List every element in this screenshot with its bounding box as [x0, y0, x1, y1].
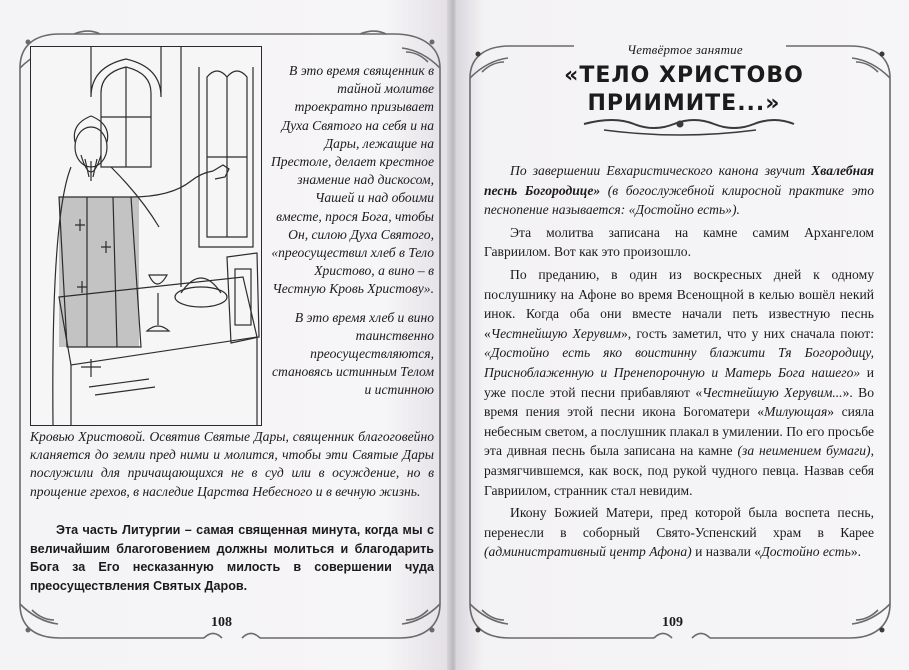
page-number-right: 109: [662, 615, 683, 630]
left-bold-paragraph: Эта часть Литургии – самая священная минута, когда мы с величайшим благоговением должны молиться и благодарить Бога за Его несказанную милость в совершении чуда преосуществления Святых Даров.: [30, 523, 434, 593]
intro-paragraph-2: В это время хлеб и вино таинственно преосуществляются, становясь истинным Телом и истинною: [271, 309, 434, 398]
p3-d: «Достойно есть яко воистинну блажити Тя Богородицу, Присноблаженную и Пренепорочную и Матерь Бога нашего»: [484, 345, 874, 380]
p3-a: По преданию, в один из воскресных дней к одному послушнику на Афоне во время Всенощной в келью вошёл некий инок. Когда оба они вместе начали петь известную песнь «: [484, 266, 874, 341]
p1-text-bold: Хвалебная песнь Богородице»: [484, 163, 874, 198]
p4-e: ».: [850, 544, 862, 560]
paragraph-2: Эта молитва записана на камне самим Архангелом Гавриилом. Вот как это произошло.: [484, 224, 874, 260]
p4-b: (административный центр Афона): [484, 544, 692, 560]
right-body-text: [484, 161, 874, 565]
left-continuation-text: Кровью Христовой. Освятив Святые Дары, священник благоговейно кланяется до земли пред ними и молится, чтобы эти Святые Дары послужили для причащающихся не в суд или в осуждение, но в прощение грехов, в наследие Царства Небесного и в вечную жизнь.: [30, 429, 434, 499]
lesson-label: Четвёртое занятие: [627, 42, 743, 57]
title-line-1: «ТЕЛО ХРИСТОВО: [564, 63, 804, 88]
p3-g: ». Во время пения этой песни икона Богоматери «: [484, 384, 874, 420]
priest-engraving: [30, 46, 262, 426]
p4-d: Достойно есть: [761, 544, 851, 560]
paragraph-4: [484, 503, 874, 562]
page-number-left: 108: [211, 615, 232, 630]
p3-b: Честнейшую Херувим: [490, 325, 621, 341]
p3-i: » сияла небесным светом, а послушник плакал в умилении. По его просьбе эта дивная песнь была записана на камне: [484, 404, 874, 459]
left-intro-text: [266, 62, 434, 400]
p3-h: Милующая: [764, 404, 828, 420]
paragraph-1: [484, 161, 874, 220]
p3-k: , размягчившемся, как воск, под рукой чудного певца. Назвав себя Гавриилом, странник стал невидим.: [484, 443, 874, 498]
paragraph-3: [484, 265, 874, 500]
p4-a: Икону Божией Матери, пред которой была воспета песнь, перенесли в соборный Свято-Успенский храм в Карее: [484, 505, 874, 540]
intro-paragraph-1: В это время священник в тайной молитве троекратно призывает Духа Святого на себя и на Дары, лежащие на Престоле, делает крестное знамение над дискосом, Чашей и над обоими вместе, прося Бога, чтобы Он, силою Духа Святого, «преосуществил хлеб в Тело Христово, а вино – в Честную Кровь Христову».: [270, 63, 434, 297]
p3-c: », гость заметил, что у них сначала поют:: [620, 325, 874, 341]
p3-f: Честнейшую Херувим...: [702, 384, 843, 400]
title-line-2: ПРИИМИТЕ...»: [587, 91, 781, 116]
p1-text-a: По завершении Евхаристического канона звучит: [510, 163, 812, 178]
p1-text-c: (в богослужебной клиросной практике это песнопение называется: «Достойно есть»).: [484, 182, 874, 218]
p3-j: (за неимением бумаги): [737, 443, 871, 459]
p3-e: и уже после этой песни прибавляют «: [484, 364, 874, 400]
left-page: [0, 0, 452, 670]
chapter-title: [478, 62, 890, 118]
p4-c: и назвали «: [691, 544, 762, 560]
priest-altar-drawing: [31, 47, 261, 425]
